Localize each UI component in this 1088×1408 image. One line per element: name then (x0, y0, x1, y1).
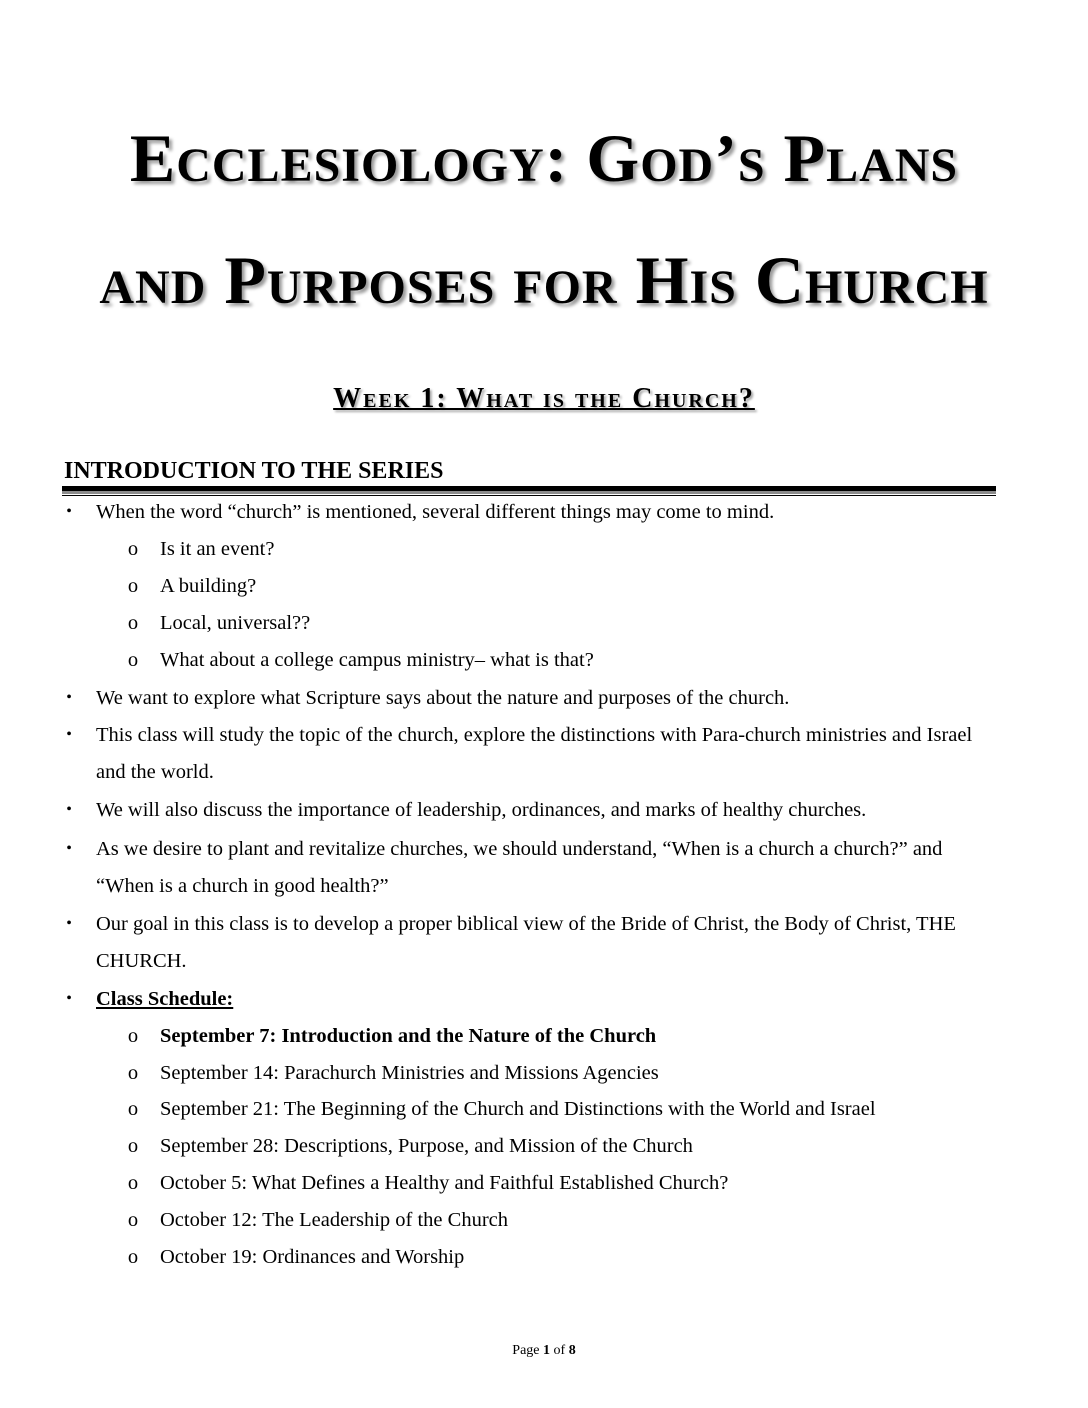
sub-bullet-marker: o (127, 1098, 139, 1120)
list-item-text: and the world. (96, 761, 214, 783)
list-item-text: Our goal in this class is to develop a proper biblical view of the Bride of Christ, the Body of Christ, THE (96, 913, 956, 935)
footer-page-of: of (550, 1343, 569, 1358)
bullet-marker: • (66, 503, 72, 520)
sub-list-item-text: Local, universal?? (160, 612, 311, 634)
week-heading: Week 1: What is the Church? (333, 383, 755, 414)
sub-bullet-marker: o (127, 649, 139, 671)
footer-current-page: 1 (543, 1343, 551, 1358)
schedule-item-text: October 5: What Defines a Healthy and Faithful Established Church? (160, 1172, 729, 1194)
sub-bullet-marker: o (127, 1246, 139, 1268)
section-rule-shadow (62, 491, 996, 494)
footer-total-pages: 8 (568, 1343, 576, 1358)
bullet-marker: • (66, 915, 72, 932)
list-item-text: As we desire to plant and revitalize churches, we should understand, “When is a church a church?” and (96, 838, 943, 860)
section-heading: INTRODUCTION TO THE SERIES (64, 458, 444, 484)
document-title-line-1: Ecclesiology: God’s Plans (129, 120, 959, 196)
list-item-text: When the word “church” is mentioned, several different things may come to mind. (96, 501, 775, 523)
section-rule-underline (62, 495, 996, 496)
sub-bullet-marker: o (127, 575, 139, 597)
schedule-item-text: September 21: The Beginning of the Church and Distinctions with the World and Israel (160, 1098, 876, 1120)
bullet-marker: • (66, 726, 72, 743)
sub-bullet-marker: o (127, 1025, 139, 1047)
schedule-item-text: October 19: Ordinances and Worship (160, 1246, 465, 1268)
bullet-marker: • (66, 801, 72, 818)
list-item-text: CHURCH. (96, 950, 187, 972)
schedule-item-text-current: September 7: Introduction and the Nature of the Church (160, 1025, 657, 1047)
sub-list-item-text: Is it an event? (160, 538, 275, 560)
sub-bullet-marker: o (127, 1209, 139, 1231)
sub-bullet-marker: o (127, 612, 139, 634)
sub-list-item-text: A building? (160, 575, 257, 597)
sub-bullet-marker: o (127, 1062, 139, 1084)
page-footer (0, 1342, 1088, 1360)
sub-bullet-marker: o (127, 1172, 139, 1194)
list-item-text: We will also discuss the importance of leadership, ordinances, and marks of healthy churches. (96, 799, 867, 821)
footer-page-prefix: Page (512, 1343, 544, 1358)
bullet-marker: • (66, 840, 72, 857)
schedule-item-text: September 28: Descriptions, Purpose, and Mission of the Church (160, 1135, 693, 1157)
schedule-item-text: October 12: The Leadership of the Church (160, 1209, 509, 1231)
list-item-text: We want to explore what Scripture says about the nature and purposes of the church. (96, 687, 790, 709)
list-item-text: “When is a church in good health?” (96, 875, 389, 897)
document-title-line-2: and Purposes for His Church (99, 242, 989, 318)
bullet-marker: • (66, 990, 72, 1007)
class-schedule-heading: Class Schedule: (96, 988, 234, 1010)
bullet-marker: • (66, 689, 72, 706)
sub-bullet-marker: o (127, 1135, 139, 1157)
sub-bullet-marker: o (127, 538, 139, 560)
sub-list-item-text: What about a college campus ministry– what is that? (160, 649, 594, 671)
schedule-item-text: September 14: Parachurch Ministries and Missions Agencies (160, 1062, 659, 1084)
list-item-text: This class will study the topic of the church, explore the distinctions with Para-church ministries and Israel (96, 724, 973, 746)
